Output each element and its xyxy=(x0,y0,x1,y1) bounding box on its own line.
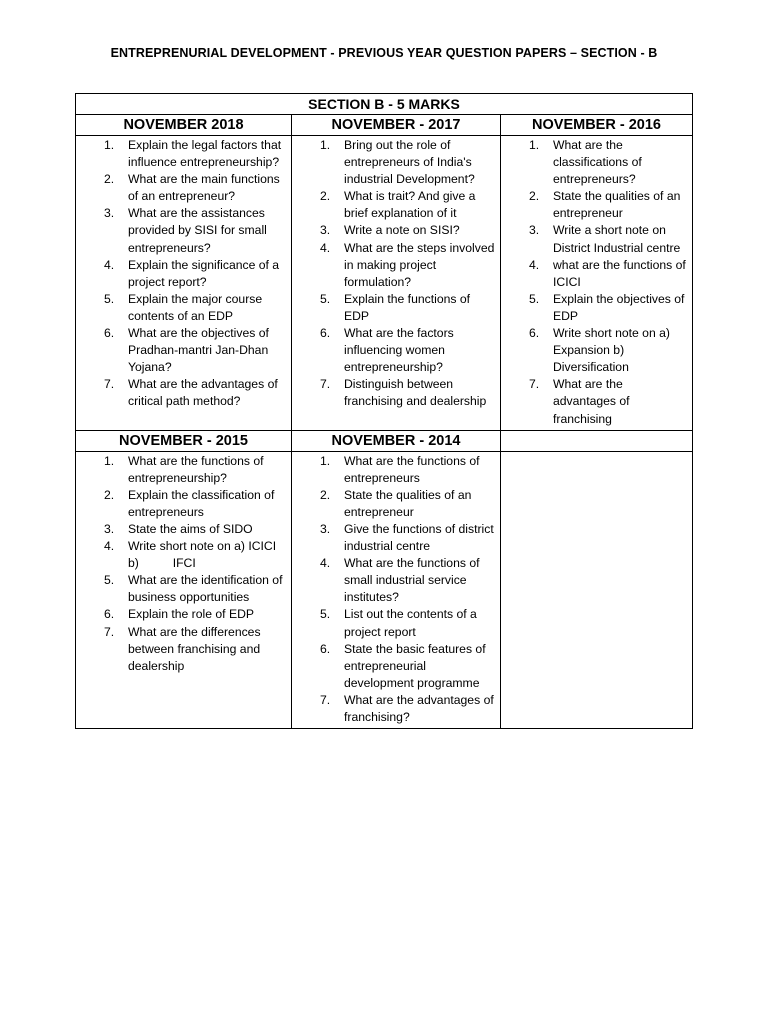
question-number: 7. xyxy=(320,377,331,392)
question-text: Explain the role of EDP xyxy=(128,607,255,622)
question-text: What are the differences between franchising and dealership xyxy=(128,624,261,673)
question-number: 5. xyxy=(104,291,115,306)
question-number: 1. xyxy=(104,453,115,468)
question-number: 7. xyxy=(529,377,540,392)
question-text: What are the functions of entrepreneurship? xyxy=(128,453,264,485)
question-number: 1. xyxy=(320,138,331,152)
question-text: Write short note on a) ICICI b) IFCI xyxy=(128,539,277,571)
question-text: What are the factors influencing women entrepreneurship? xyxy=(344,326,454,375)
question-item xyxy=(76,521,287,538)
question-text: Write a note on SISI? xyxy=(344,223,460,238)
question-cell xyxy=(76,451,292,729)
question-number: 5. xyxy=(320,607,331,622)
question-item xyxy=(76,291,287,325)
question-item xyxy=(501,376,688,427)
column-heading: NOVEMBER 2018 xyxy=(76,115,292,136)
question-item xyxy=(292,325,496,376)
question-item xyxy=(292,137,496,188)
question-item xyxy=(76,257,287,291)
question-item xyxy=(76,376,287,410)
question-text: Explain the major course contents of an EDP xyxy=(128,291,263,323)
question-item xyxy=(292,291,496,325)
question-item xyxy=(292,453,496,487)
question-cell xyxy=(292,451,501,729)
column-heading: NOVEMBER - 2014 xyxy=(292,430,501,451)
question-list xyxy=(292,136,500,413)
question-item xyxy=(292,240,496,291)
question-number: 4. xyxy=(320,556,331,571)
question-item xyxy=(292,188,496,222)
question-text: Give the functions of district industrial centre xyxy=(344,521,494,554)
question-item xyxy=(76,572,287,606)
question-item xyxy=(292,692,496,726)
question-text: Bring out the role of entrepreneurs of India's industrial Development? xyxy=(344,138,475,187)
question-item xyxy=(76,137,287,171)
question-item xyxy=(76,453,287,487)
question-text: What are the classifications of entrepreneurs? xyxy=(553,138,642,187)
question-item xyxy=(501,137,688,188)
question-text: State the qualities of an entrepreneur xyxy=(553,189,681,221)
question-text: What are the functions of entrepreneurs xyxy=(344,453,480,485)
question-number: 3. xyxy=(104,206,115,221)
question-text: What is trait? And give a brief explanation of it xyxy=(344,189,476,221)
question-list xyxy=(501,136,692,430)
question-item xyxy=(292,222,496,239)
column-heading xyxy=(501,430,693,451)
question-number: 3. xyxy=(529,223,540,238)
question-item xyxy=(76,325,287,376)
question-item xyxy=(76,624,287,675)
section-header: SECTION B - 5 MARKS xyxy=(76,94,693,115)
question-text: What are the advantages of franchising xyxy=(553,377,630,426)
question-text: what are the functions of ICICI xyxy=(553,257,686,289)
question-number: 1. xyxy=(104,138,115,152)
question-number: 5. xyxy=(529,291,540,306)
question-item xyxy=(76,487,287,521)
question-number: 2. xyxy=(320,189,331,204)
question-item xyxy=(76,171,287,205)
question-number: 5. xyxy=(104,573,115,588)
question-item xyxy=(501,188,688,222)
question-item xyxy=(292,376,496,410)
question-number: 6. xyxy=(104,607,115,622)
question-text: What are the identification of business opportunities xyxy=(128,573,283,605)
question-item xyxy=(292,487,496,521)
question-text: Explain the functions of EDP xyxy=(344,291,471,323)
document-title: ENTREPRENURIAL DEVELOPMENT - PREVIOUS YEAR QUESTION PAPERS – SECTION - B xyxy=(110,46,658,60)
question-number: 4. xyxy=(104,257,115,272)
question-text: Explain the classification of entrepreneurs xyxy=(128,487,275,519)
question-item xyxy=(501,222,688,256)
column-heading: NOVEMBER - 2015 xyxy=(76,430,292,451)
question-text: What are the assistances provided by SISI for small entrepreneurs? xyxy=(128,206,267,255)
question-text: Explain the legal factors that influence entrepreneurship? xyxy=(128,138,282,170)
question-item xyxy=(76,538,287,572)
question-item xyxy=(501,257,688,291)
question-text: What are the objectives of Pradhan-mantri Jan-Dhan Yojana? xyxy=(128,326,269,375)
question-number: 4. xyxy=(320,240,331,255)
question-list xyxy=(76,136,291,413)
question-number: 2. xyxy=(529,189,540,204)
question-item xyxy=(292,641,496,692)
question-item xyxy=(76,205,287,256)
question-number: 6. xyxy=(529,326,540,341)
question-cell xyxy=(76,136,292,431)
column-heading: NOVEMBER - 2016 xyxy=(501,115,693,136)
question-number: 1. xyxy=(320,453,331,468)
question-text: What are the functions of small industrial service institutes? xyxy=(344,556,480,605)
question-number: 7. xyxy=(104,624,115,639)
question-number: 3. xyxy=(320,223,331,238)
question-table xyxy=(75,93,693,729)
question-text: Write short note on a) Expansion b) Diversification xyxy=(553,326,670,375)
question-number: 2. xyxy=(320,487,331,502)
question-text: State the qualities of an entrepreneur xyxy=(344,487,472,519)
question-number: 6. xyxy=(320,326,331,341)
question-item xyxy=(76,606,287,623)
question-cell xyxy=(292,136,501,431)
question-number: 2. xyxy=(104,487,115,502)
question-list xyxy=(292,452,500,729)
question-number: 3. xyxy=(104,521,115,536)
question-item xyxy=(292,606,496,640)
question-text: State the aims of SIDO xyxy=(128,521,253,536)
question-text: Explain the significance of a project report? xyxy=(128,257,280,289)
question-text: State the basic features of entrepreneurial development programme xyxy=(344,641,486,690)
question-text: Distinguish between franchising and dealership xyxy=(344,377,487,409)
column-heading: NOVEMBER - 2017 xyxy=(292,115,501,136)
question-number: 5. xyxy=(320,291,331,306)
question-text: Write a short note on District Industrial centre xyxy=(553,223,681,255)
question-number: 3. xyxy=(320,521,331,536)
question-text: List out the contents of a project report xyxy=(344,607,477,639)
question-item xyxy=(501,325,688,376)
question-number: 1. xyxy=(529,138,540,152)
question-number: 6. xyxy=(320,641,331,656)
question-item xyxy=(501,291,688,325)
question-text: What are the steps involved in making project formulation? xyxy=(344,240,495,289)
question-number: 7. xyxy=(320,692,331,707)
question-list xyxy=(76,452,291,677)
question-text: Explain the objectives of EDP xyxy=(553,291,685,323)
question-number: 2. xyxy=(104,172,115,187)
question-number: 6. xyxy=(104,326,115,341)
question-number: 4. xyxy=(529,257,540,272)
question-text: What are the advantages of critical path method? xyxy=(128,377,278,409)
question-text: What are the advantages of franchising? xyxy=(344,692,494,724)
question-cell xyxy=(501,136,693,431)
question-text: What are the main functions of an entrepreneur? xyxy=(128,172,280,204)
question-number: 7. xyxy=(104,377,115,392)
question-cell xyxy=(501,451,693,729)
question-list xyxy=(501,452,692,455)
question-item xyxy=(292,521,496,555)
question-item xyxy=(292,555,496,606)
question-number: 4. xyxy=(104,539,115,554)
